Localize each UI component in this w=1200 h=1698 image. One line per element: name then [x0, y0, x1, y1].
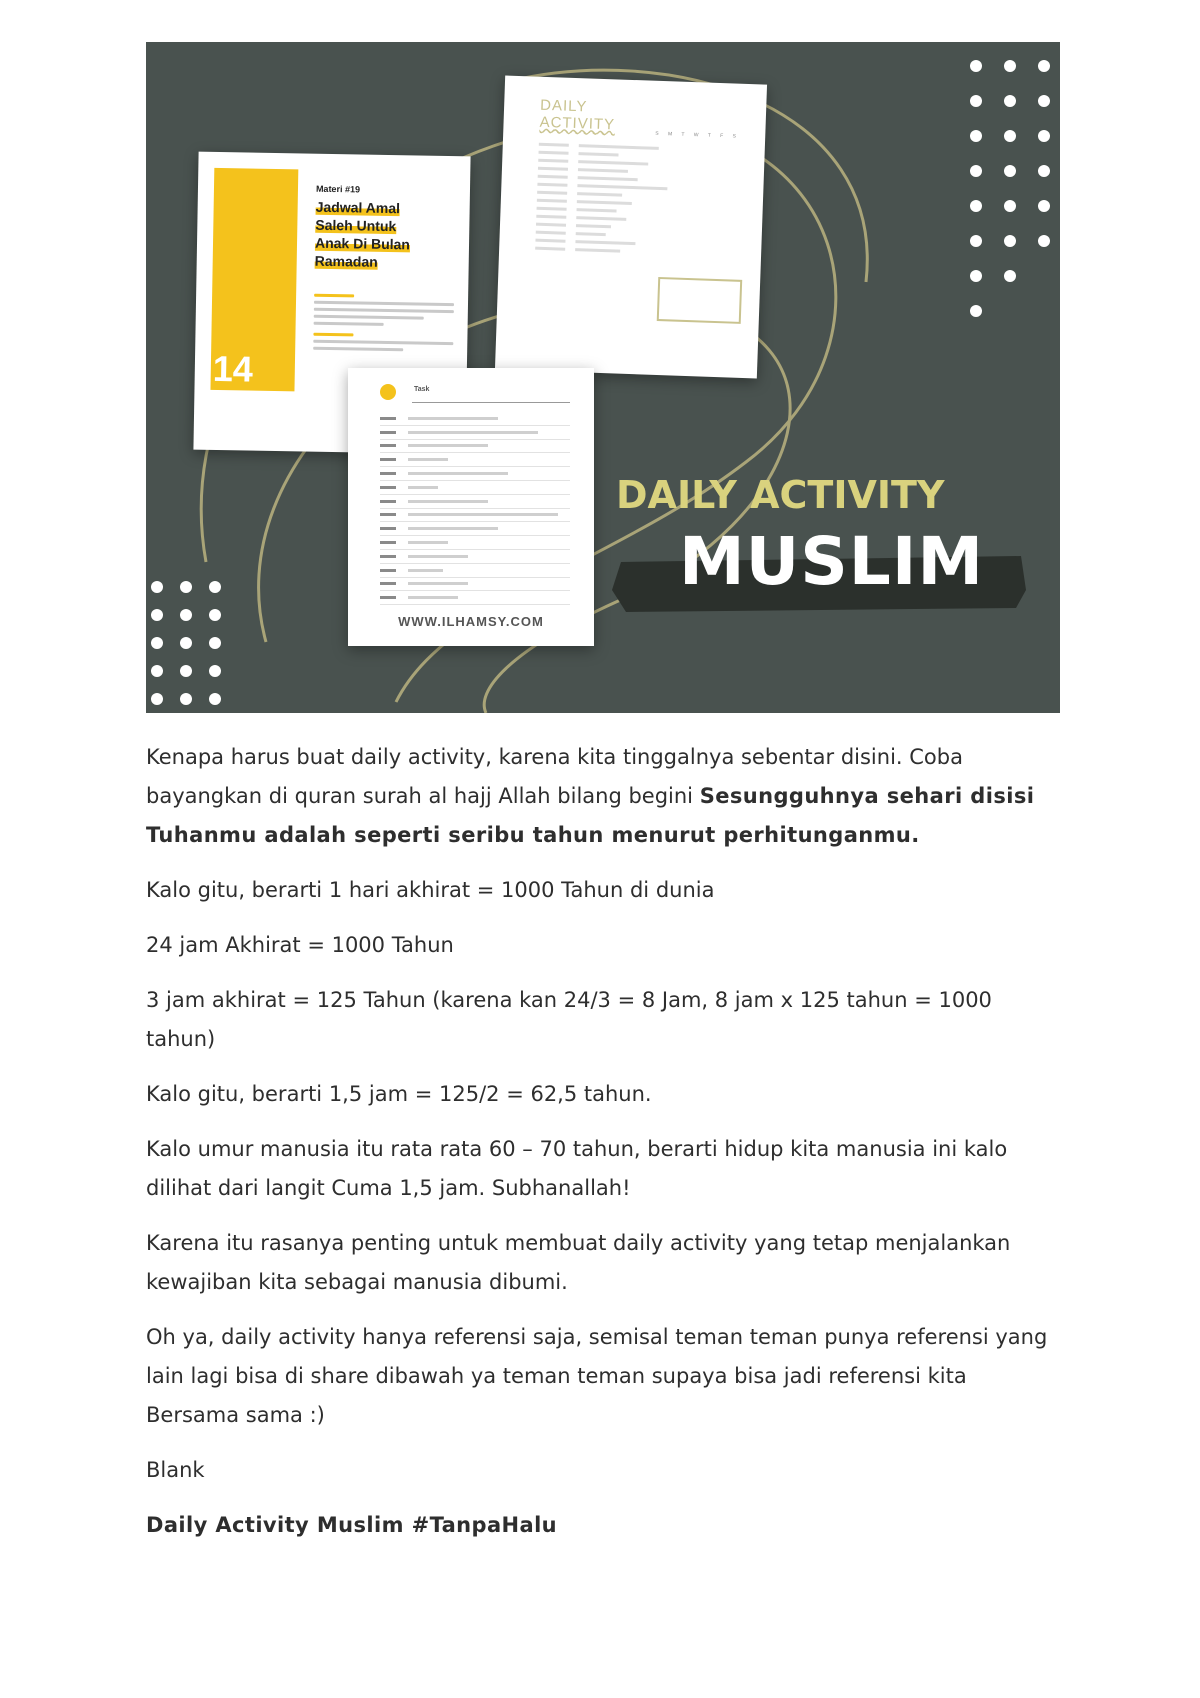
task-list-card	[348, 368, 594, 646]
quran-quote: Sesungguhnya sehari disisi Tuhanmu adalah seperti seribu tahun menurut perhitunganmu.	[146, 784, 1035, 847]
weekday-header: S M T W T F S	[655, 130, 741, 140]
article-body	[146, 738, 1060, 1561]
dot-pattern-top-right	[970, 60, 1050, 317]
clock-icon	[380, 384, 396, 400]
card-number: 14	[212, 347, 254, 390]
sheet-title: DAILY ACTIVITY	[539, 96, 616, 134]
card-kicker: Materi #19	[315, 183, 361, 195]
paragraph-lifespan: Kalo umur manusia itu rata rata 60 – 70 tahun, berarti hidup kita manusia ini kalo dilihat dari langit Cuma 1,5 jam. Subhanallah!	[146, 1137, 1008, 1200]
paragraph-intro: Kenapa harus buat daily activity, karena kita tinggalnya sebentar disini. Coba bayangkan di quran surah al hajj Allah bilang begini Sesungguhnya sehari disisi Tuhanmu adalah seperti seribu tahun menurut perhitunganmu.	[146, 745, 1035, 847]
dot-pattern-bottom-left	[151, 581, 221, 705]
task-rows	[380, 412, 570, 605]
task-header: Task	[414, 386, 430, 393]
paragraph-reference: Oh ya, daily activity hanya referensi saja, semisal teman teman punya referensi yang lain lagi bisa di share dibawah ya teman teman supaya bisa jadi referensi kita Bersama sama :)	[146, 1325, 1048, 1427]
hero-banner-image	[146, 42, 1060, 713]
paragraph-importance: Karena itu rasanya penting untuk membuat daily activity yang tetap menjalankan kewajiban kita sebagai manusia dibumi.	[146, 1231, 1011, 1294]
header-divider	[412, 402, 570, 403]
paragraph-calc-3: 3 jam akhirat = 125 Tahun (karena kan 24/3 = 8 Jam, 8 jam x 125 tahun = 1000 tahun)	[146, 988, 992, 1051]
headline-muslim: MUSLIM	[679, 523, 985, 600]
arabic-quote-box	[657, 277, 742, 324]
website-url: WWW.ILHAMSY.COM	[398, 614, 544, 629]
card-body-lines	[313, 294, 454, 356]
paragraph-blank: Blank	[146, 1458, 205, 1482]
headline-daily-activity: DAILY ACTIVITY	[616, 473, 945, 517]
daily-activity-sheet-card	[495, 76, 767, 379]
paragraph-calc-4: Kalo gitu, berarti 1,5 jam = 125/2 = 62,5 tahun.	[146, 1082, 652, 1106]
schedule-rows	[535, 143, 729, 262]
card-title: Jadwal Amal Saleh Untuk Anak Di Bulan Ramadan	[314, 198, 411, 270]
closing-title: Daily Activity Muslim #TanpaHalu	[146, 1513, 558, 1537]
paragraph-calc-1: Kalo gitu, berarti 1 hari akhirat = 1000 Tahun di dunia	[146, 878, 715, 902]
paragraph-calc-2: 24 jam Akhirat = 1000 Tahun	[146, 933, 454, 957]
